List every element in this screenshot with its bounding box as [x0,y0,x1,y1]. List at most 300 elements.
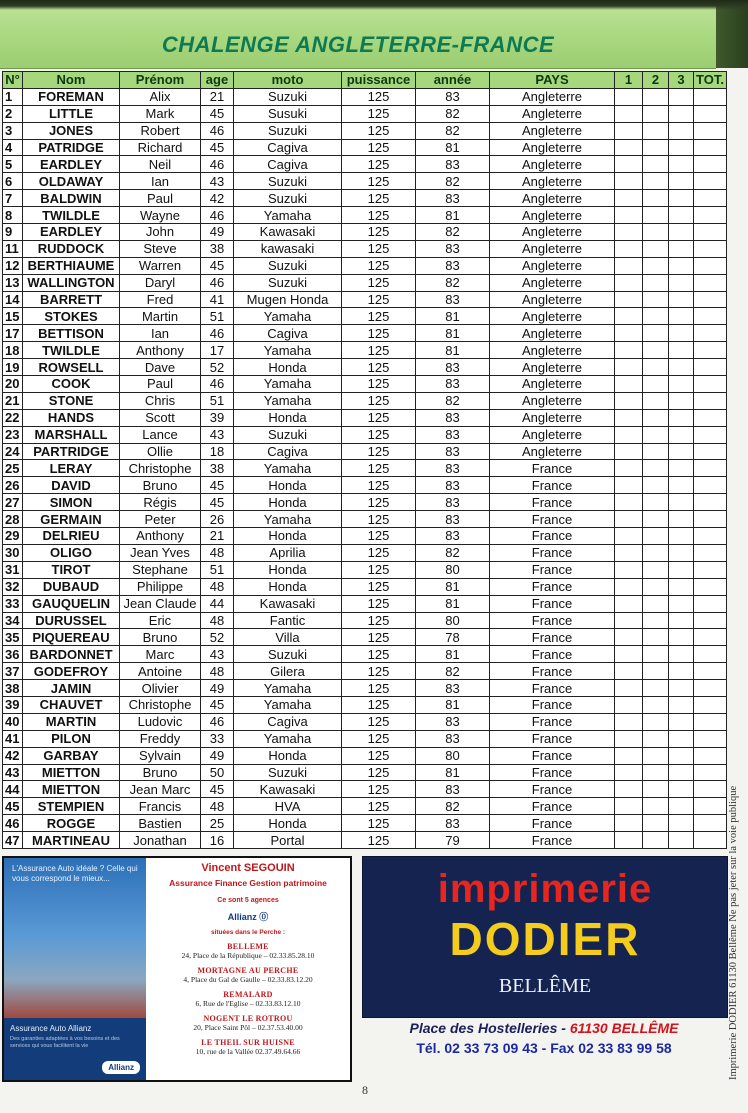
cell-prenom: Scott [120,409,201,426]
cell-pays: France [490,713,615,730]
cell-annee: 83 [416,680,490,697]
cell-num: 4 [3,139,23,156]
cell-num: 12 [3,257,23,274]
cell-age: 48 [201,798,234,815]
cell-pays: Angleterre [490,443,615,460]
table-row [3,392,727,409]
agency-city: BELLEME [227,942,269,951]
cell-age: 43 [201,173,234,190]
cell-moto: Kawasaki [234,781,342,798]
cell-score [643,257,669,274]
cell-score [669,595,694,612]
cell-num: 18 [3,342,23,359]
cell-num: 45 [3,798,23,815]
cell-score [669,376,694,393]
cell-moto: Yamaha [234,308,342,325]
cell-moto: Yamaha [234,680,342,697]
cell-age: 21 [201,528,234,545]
cell-moto: Yamaha [234,730,342,747]
cell-age: 43 [201,426,234,443]
cell-score [669,578,694,595]
cell-score [643,781,669,798]
table-row [3,173,727,190]
column-header: Prénom [120,72,201,89]
cell-num: 34 [3,612,23,629]
cell-score [669,713,694,730]
cell-pays: Angleterre [490,392,615,409]
cell-nom: BALDWIN [23,190,120,207]
cell-nom: PIQUEREAU [23,629,120,646]
banner-top-shadow [0,0,748,10]
cell-score [643,629,669,646]
cell-score [643,274,669,291]
cell-score [615,392,643,409]
cell-nom: SIMON [23,494,120,511]
cell-score [694,308,727,325]
cell-score [643,561,669,578]
cell-age: 46 [201,122,234,139]
cell-puissance: 125 [342,511,416,528]
column-header: age [201,72,234,89]
cell-num: 21 [3,392,23,409]
table-row [3,460,727,477]
cell-pays: Angleterre [490,173,615,190]
cell-pays: France [490,798,615,815]
table-row [3,342,727,359]
cell-prenom: Régis [120,494,201,511]
table-row [3,139,727,156]
cell-score [615,663,643,680]
cell-score [643,122,669,139]
cell-age: 48 [201,663,234,680]
cell-score [643,663,669,680]
table-row [3,696,727,713]
cell-num: 44 [3,781,23,798]
results-table [2,71,727,849]
agency-address: 10, rue de la Vallée 02.37.49.64.66 [195,1047,301,1056]
table-row [3,747,727,764]
cell-score [643,815,669,832]
cell-annee: 82 [416,544,490,561]
dodier-phone: Tél. 02 33 73 09 43 - Fax 02 33 83 99 58 [416,1040,672,1056]
cell-score [694,612,727,629]
cell-score [643,190,669,207]
cell-annee: 83 [416,781,490,798]
cell-prenom: Sylvain [120,747,201,764]
cell-score [694,291,727,308]
cell-nom: JAMIN [23,680,120,697]
cell-annee: 83 [416,713,490,730]
cell-score [694,561,727,578]
cell-score [694,663,727,680]
cell-score [643,325,669,342]
allianz-ad [2,856,352,1082]
cell-annee: 79 [416,832,490,849]
cell-score [669,207,694,224]
cell-score [669,544,694,561]
cell-prenom: Alix [120,88,201,105]
cell-num: 7 [3,190,23,207]
cell-num: 2 [3,105,23,122]
cell-score [615,764,643,781]
cell-score [669,528,694,545]
agency-list [150,942,346,1056]
agency-city: NOGENT LE ROTROU [203,1014,293,1023]
cell-pays: France [490,544,615,561]
cell-age: 49 [201,747,234,764]
agency-entry [150,1014,346,1032]
table-row [3,544,727,561]
cell-score [615,122,643,139]
cell-score [694,713,727,730]
cell-annee: 83 [416,460,490,477]
dodier-ad [362,856,728,1018]
cell-puissance: 125 [342,612,416,629]
cell-score [694,392,727,409]
cell-nom: DURUSSEL [23,612,120,629]
cell-score [694,156,727,173]
table-row [3,629,727,646]
cell-age: 46 [201,325,234,342]
cell-prenom: Jonathan [120,832,201,849]
cell-score [694,494,727,511]
cell-score [669,561,694,578]
cell-annee: 81 [416,325,490,342]
cell-score [615,376,643,393]
cell-puissance: 125 [342,443,416,460]
cell-score [669,646,694,663]
cell-prenom: Bruno [120,477,201,494]
cell-puissance: 125 [342,730,416,747]
cell-pays: Angleterre [490,156,615,173]
cell-nom: MIETTON [23,764,120,781]
cell-puissance: 125 [342,544,416,561]
cell-score [694,595,727,612]
cell-puissance: 125 [342,240,416,257]
cell-score [615,713,643,730]
agent-name: Vincent SEGOUIN [201,862,295,874]
cell-annee: 83 [416,291,490,308]
cell-age: 48 [201,544,234,561]
cell-score [643,528,669,545]
cell-score [669,359,694,376]
table-row [3,578,727,595]
cell-pays: France [490,663,615,680]
cell-score [694,376,727,393]
cell-age: 42 [201,190,234,207]
cell-pays: France [490,612,615,629]
cell-score [643,392,669,409]
cell-puissance: 125 [342,359,416,376]
cell-score [694,629,727,646]
cell-moto: Honda [234,477,342,494]
table-body [3,88,727,848]
cell-moto: Kawasaki [234,224,342,241]
cell-prenom: Peter [120,511,201,528]
cell-score [615,139,643,156]
cell-puissance: 125 [342,88,416,105]
cell-moto: Suzuki [234,764,342,781]
cell-age: 46 [201,207,234,224]
cell-prenom: Robert [120,122,201,139]
cell-pays: France [490,764,615,781]
cell-age: 38 [201,460,234,477]
cell-score [615,308,643,325]
column-header: 1 [615,72,643,89]
cell-pays: France [490,815,615,832]
cell-annee: 80 [416,561,490,578]
cell-nom: ROGGE [23,815,120,832]
cell-age: 52 [201,629,234,646]
cell-score [669,460,694,477]
cell-prenom: Jean Marc [120,781,201,798]
cell-annee: 83 [416,156,490,173]
cell-score [643,713,669,730]
ad-photo [4,858,146,1080]
table-row [3,494,727,511]
cell-score [694,528,727,545]
cell-num: 46 [3,815,23,832]
cell-score [615,460,643,477]
cell-score [615,224,643,241]
cell-score [643,88,669,105]
cell-num: 11 [3,240,23,257]
cell-annee: 81 [416,595,490,612]
cell-num: 15 [3,308,23,325]
cell-annee: 83 [416,190,490,207]
cell-nom: FOREMAN [23,88,120,105]
cell-nom: HANDS [23,409,120,426]
cell-moto: Yamaha [234,207,342,224]
cell-score [643,494,669,511]
table-row [3,240,727,257]
cell-puissance: 125 [342,680,416,697]
cell-score [615,190,643,207]
cell-age: 25 [201,815,234,832]
cell-score [643,426,669,443]
cell-puissance: 125 [342,798,416,815]
cell-score [615,207,643,224]
cell-num: 40 [3,713,23,730]
cell-moto: Honda [234,578,342,595]
cell-age: 46 [201,274,234,291]
cell-moto: Yamaha [234,392,342,409]
column-header: 2 [643,72,669,89]
agency-address: 20, Place Saint Pôl – 02.37.53.40.00 [193,1023,303,1032]
cell-prenom: Warren [120,257,201,274]
cell-score [615,409,643,426]
cell-prenom: Dave [120,359,201,376]
cell-puissance: 125 [342,713,416,730]
cell-puissance: 125 [342,274,416,291]
cell-puissance: 125 [342,139,416,156]
cell-score [694,646,727,663]
cell-annee: 83 [416,409,490,426]
cell-score [615,88,643,105]
table-row [3,832,727,849]
cell-age: 44 [201,595,234,612]
cell-annee: 83 [416,477,490,494]
table-row [3,325,727,342]
cell-age: 45 [201,696,234,713]
cell-num: 47 [3,832,23,849]
cell-annee: 81 [416,578,490,595]
cell-score [669,764,694,781]
cell-score [643,156,669,173]
cell-pays: Angleterre [490,325,615,342]
cell-prenom: Bruno [120,629,201,646]
cell-prenom: Ludovic [120,713,201,730]
cell-score [615,528,643,545]
table-row [3,443,727,460]
cell-age: 33 [201,730,234,747]
cell-num: 29 [3,528,23,545]
cell-moto: Suzuki [234,646,342,663]
cell-score [615,798,643,815]
cell-num: 36 [3,646,23,663]
table-row [3,528,727,545]
cell-score [615,342,643,359]
cell-score [694,815,727,832]
dodier-address-city: 61130 BELLÊME [569,1020,679,1036]
cell-score [615,680,643,697]
cell-age: 51 [201,308,234,325]
table-row [3,477,727,494]
cell-score [669,88,694,105]
agency-city: LE THEIL SUR HUISNE [201,1038,295,1047]
cell-prenom: Martin [120,308,201,325]
cell-pays: France [490,477,615,494]
cell-score [669,139,694,156]
cell-age: 41 [201,291,234,308]
cell-num: 38 [3,680,23,697]
cell-score [694,240,727,257]
cell-score [615,257,643,274]
cell-nom: BARDONNET [23,646,120,663]
cell-num: 6 [3,173,23,190]
table-row [3,426,727,443]
cell-moto: Susuki [234,105,342,122]
cell-nom: STOKES [23,308,120,325]
agency-city: MORTAGNE AU PERCHE [197,966,299,975]
cell-score [643,291,669,308]
cell-pays: France [490,494,615,511]
cell-moto: Fantic [234,612,342,629]
cell-puissance: 125 [342,308,416,325]
ad-photo-band-title: Assurance Auto Allianz [10,1024,92,1033]
cell-score [669,190,694,207]
cell-score [615,443,643,460]
column-header: moto [234,72,342,89]
agency-entry [150,1038,346,1056]
cell-score [615,511,643,528]
column-header: puissance [342,72,416,89]
cell-score [615,629,643,646]
cell-annee: 83 [416,359,490,376]
agences-count: Ce sont 5 agences [217,897,279,904]
cell-age: 45 [201,494,234,511]
cell-prenom: Paul [120,376,201,393]
cell-num: 23 [3,426,23,443]
table-row [3,291,727,308]
cell-prenom: Olivier [120,680,201,697]
cell-score [643,207,669,224]
table-row [3,764,727,781]
table-row [3,308,727,325]
cell-annee: 83 [416,511,490,528]
cell-annee: 82 [416,224,490,241]
agency-entry [150,942,346,960]
cell-num: 5 [3,156,23,173]
cell-annee: 83 [416,730,490,747]
cell-nom: TWILDLE [23,342,120,359]
cell-score [694,325,727,342]
cell-num: 9 [3,224,23,241]
cell-score [669,342,694,359]
table-row [3,646,727,663]
cell-age: 49 [201,224,234,241]
cell-score [669,696,694,713]
cell-score [643,747,669,764]
cell-score [669,409,694,426]
cell-moto: Cagiva [234,713,342,730]
allianz-eagle-icon: ⓪ [259,912,269,922]
cell-score [669,798,694,815]
cell-prenom: Jean Claude [120,595,201,612]
cell-pays: Angleterre [490,88,615,105]
cell-moto: Suzuki [234,257,342,274]
cell-score [643,359,669,376]
cell-score [643,680,669,697]
cell-prenom: Stephane [120,561,201,578]
column-header: Nom [23,72,120,89]
cell-nom: MIETTON [23,781,120,798]
cell-num: 14 [3,291,23,308]
cell-moto: Mugen Honda [234,291,342,308]
cell-annee: 83 [416,443,490,460]
cell-moto: Suzuki [234,426,342,443]
cell-score [643,460,669,477]
cell-score [615,240,643,257]
cell-prenom: Fred [120,291,201,308]
cell-puissance: 125 [342,747,416,764]
cell-num: 37 [3,663,23,680]
cell-puissance: 125 [342,257,416,274]
cell-puissance: 125 [342,832,416,849]
cell-pays: France [490,460,615,477]
cell-prenom: Christophe [120,460,201,477]
cell-annee: 82 [416,105,490,122]
cell-score [615,325,643,342]
cell-puissance: 125 [342,409,416,426]
cell-moto: HVA [234,798,342,815]
agency-entry [150,966,346,984]
ad-photo-headline: L'Assurance Auto idéale ? Celle qui vous correspond le mieux... [12,864,138,883]
table-row [3,105,727,122]
cell-pays: Angleterre [490,122,615,139]
allianz-brand [150,910,346,923]
cell-pays: France [490,832,615,849]
cell-score [694,139,727,156]
cell-moto: Honda [234,494,342,511]
cell-pays: France [490,561,615,578]
cell-age: 46 [201,156,234,173]
cell-score [615,595,643,612]
agent-info [150,862,346,1056]
cell-age: 46 [201,376,234,393]
cell-score [669,680,694,697]
cell-score [643,612,669,629]
